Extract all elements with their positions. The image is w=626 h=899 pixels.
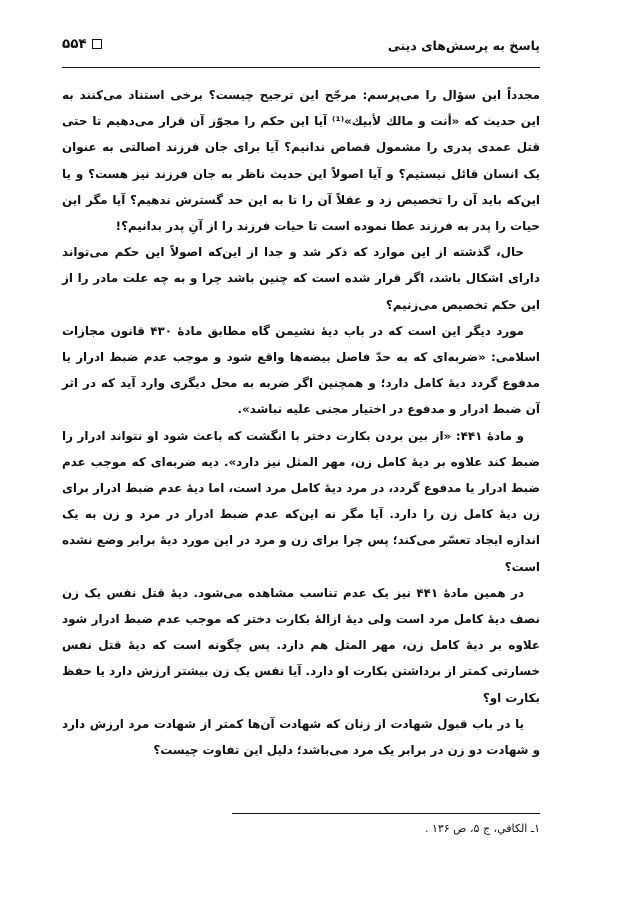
- footnote: ۱ـ الكافي، ج ۵، ص ۱۳۶ .: [424, 822, 540, 835]
- paragraph: در همین مادهٔ ۴۴۱ نیز یک عدم تناسب مشاهده می‌شود. دیهٔ قتل نفس یک زن نصف دیهٔ کامل مرد است ولی دیهٔ ازالهٔ بکارت دختر که موجب عدم ضبط ادرار شود علاوه بر دیهٔ کامل زن، مهر المثل هم دارد. پس چگونه است که دیهٔ قتل نفس خسارتی کمتر از برداشتن بکارت او دارد. آیا نفس یک زن بیشتر ارزش دارد یا حفظ بکارت او؟: [62, 585, 540, 705]
- paragraph: حال، گذشته از این موارد که ذکر شد و جدا از این‌که اصولاً این حکم می‌تواند دارای اشکال باشد، اگر قرار شده است که چنین باشد چرا و به چه علت مادر را از این حکم تخصیص می‌زنیم؟: [62, 245, 540, 312]
- header-divider: [62, 67, 540, 68]
- paragraph: مجدداً این سؤال را می‌پرسم: مرجّح این ترجیح چیست؟ برخی استناد می‌کنند به این حدیث که «أنت و مالك لأبيك»⁽¹⁾ آیا این حکم را مجوّز آن قرار می‌دهیم تا حتی قتل عمدی پدری را مشمول قصاص ندانیم؟ آیا برای جان فرزند اصالتی به عنوان یک انسان قائل نیستیم؟ و آیا اصولاً این حدیث ناظر به جان فرزند نیز هست؟ و یا این‌که باید آن را تخصیص زد و عقلاً آن را تا به این حد گسترش ندهیم؟ آیا مگر این حیات را پدر به فرزند عطا نموده است تا حیات فرزند را از آنِ پدر بدانیم؟!: [62, 88, 540, 234]
- footnote-divider: [232, 813, 540, 814]
- page-header: [62, 36, 540, 58]
- body-text: [62, 82, 540, 763]
- paragraph: مورد دیگر این است که در باب دیهٔ نشیمن گاه مطابق مادهٔ ۴۳۰ قانون مجازات اسلامی: «ضربه‌ای که به حدّ فاصل بیضه‌ها واقع شود و موجب عدم ضبط ادرار یا مدفوع گردد دیهٔ کامل دارد؛ و همچنین اگر ضربه به محل دیگری وارد آید که در اثر آن ضبط ادرار و مدفوع در اختیار مجنی علیه نباشد».: [62, 323, 540, 417]
- running-title: پاسخ به پرسش‌های دینی: [387, 38, 540, 53]
- paragraph: و مادهٔ ۴۴۱: «از بین بردن بکارت دختر با انگشت که باعث شود او نتواند ادرار را ضبط کند علاوه بر دیهٔ کامل زن، مهر المثل نیز دارد». دیه ضربه‌ای که موجب عدم ضبط ادرار یا مدفوع گردد، در مرد دیهٔ کامل مرد است، اما دیهٔ عدم ضبط ادرار برای زن دیهٔ کامل زن را دارد. آیا مگر نه این‌که عدم ضبط ادرار در مرد و زن به یک اندازه ایجاد تعسّر می‌کند؛ پس چرا برای زن و مرد در این مورد دیهٔ برابر وضع نشده است؟: [62, 428, 540, 574]
- paragraph: یا در باب قبول شهادت از زنان که شهادت آن‌ها کمتر از شهادت مرد ارزش دارد و شهادت دو زن در برابر یک مرد می‌باشد؛ دلیل این تفاوت چیست؟: [62, 716, 540, 758]
- square-icon: [92, 39, 102, 49]
- page-number: ۵۵۴: [62, 36, 87, 52]
- page-number-block: [62, 36, 102, 52]
